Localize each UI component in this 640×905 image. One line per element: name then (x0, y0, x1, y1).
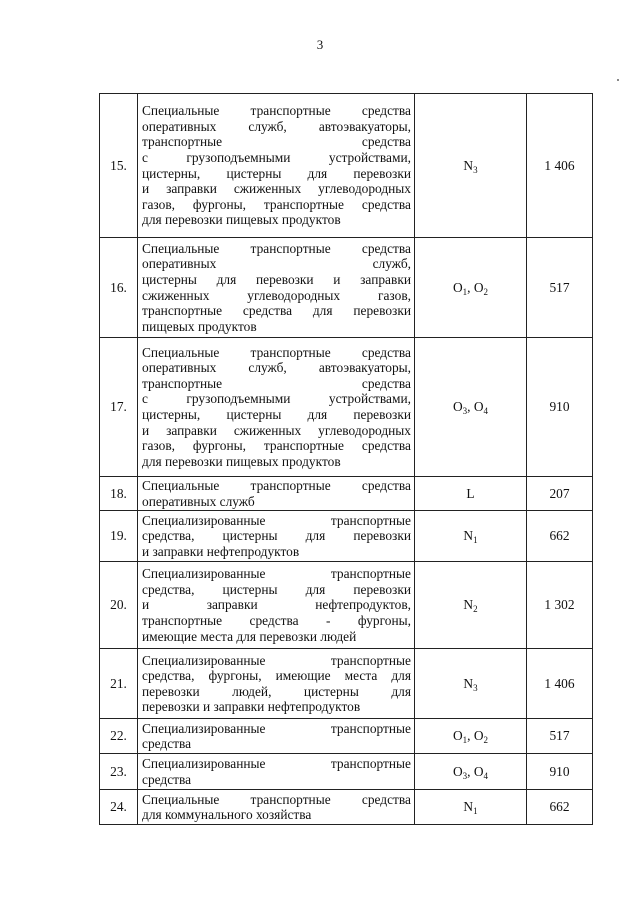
vehicle-description (138, 754, 415, 790)
description-line: Специализированные транспортные (142, 756, 411, 772)
description-line: транспортные средства (142, 134, 411, 150)
vehicle-category (415, 562, 527, 649)
description-line: цистерны для перевозки и заправки (142, 271, 411, 287)
category-letter: O (473, 279, 484, 295)
vehicle-description (138, 477, 415, 511)
category-subscript: 1 (462, 286, 468, 297)
table-row (100, 754, 593, 790)
description-line: транспортные средства для перевозки (142, 303, 411, 319)
row-number: 23. (100, 754, 138, 790)
description-line: перевозки людей, цистерны для (142, 683, 411, 699)
description-line: Специальные транспортные средства (142, 478, 411, 493)
description-line: Специальные транспортные средства (142, 344, 411, 360)
category-letter: N (463, 597, 474, 613)
description-line: газов, фургоны, транспортные средства (142, 438, 411, 454)
description-line: Специализированные транспортные (142, 720, 411, 736)
description-line: средства (142, 771, 192, 787)
category-subscript: 3 (462, 406, 468, 417)
table-body (100, 94, 593, 825)
category-subscript: 1 (473, 806, 478, 817)
value-cell: 517 (527, 238, 593, 338)
category-letter: O (452, 279, 463, 295)
description-line: средства, фургоны, имеющие места для (142, 668, 411, 684)
category-letter: N (463, 528, 474, 544)
category-subscript: 3 (473, 682, 478, 693)
category-subscript: 4 (483, 406, 489, 417)
row-number: 21. (100, 649, 138, 719)
description-line: средства, цистерны для перевозки (142, 528, 411, 544)
description-line: перевозки и заправки нефтепродуктов (142, 699, 361, 715)
description-line: транспортные средства - фургоны, (142, 612, 411, 628)
value-cell: 1 406 (527, 649, 593, 719)
category-letter: O (473, 763, 484, 779)
description-line: оперативных служб, (142, 256, 411, 272)
table-row (100, 477, 593, 511)
value-cell: 910 (527, 338, 593, 477)
row-number: 18. (100, 477, 138, 511)
category-letter: L (466, 485, 475, 501)
vehicle-description (138, 338, 415, 477)
row-number: 16. (100, 238, 138, 338)
vehicle-description (138, 94, 415, 238)
value-cell: 207 (527, 477, 593, 511)
description-line: и заправки нефтепродуктов, (142, 597, 411, 613)
vehicle-category (415, 790, 527, 825)
vehicle-category (415, 94, 527, 238)
row-number: 22. (100, 719, 138, 754)
vehicle-category: $O_1$, $O_2$ (415, 719, 527, 754)
description-line: Специальные транспортные средства (142, 240, 411, 256)
category-letter: O (452, 728, 463, 744)
vehicle-description (138, 719, 415, 754)
table-row (100, 790, 593, 825)
description-line: средства, цистерны для перевозки (142, 581, 411, 597)
category-letter: O (452, 399, 463, 415)
description-line: оперативных служб, автоэвакуаторы, (142, 360, 411, 376)
description-line: цистерны, цистерны для перевозки (142, 407, 411, 422)
vehicle-description (138, 790, 415, 825)
description-line: цистерны, цистерны для перевозки (142, 165, 411, 181)
vehicle-category: $O_3$, $O_4$ (415, 754, 527, 790)
table-row (100, 338, 593, 477)
category-subscript: 1 (462, 735, 468, 746)
row-number: 19. (100, 511, 138, 562)
description-line: газов, фургоны, транспортные средства (142, 196, 411, 212)
category-letter: O (452, 763, 463, 779)
description-line: средства (142, 736, 192, 752)
description-line: Специализированные транспортные (142, 512, 411, 528)
description-line: для перевозки пищевых продуктов (142, 212, 341, 228)
description-line: с грузоподъемными устройствами, (142, 149, 411, 165)
table-row (100, 238, 593, 338)
description-line: для коммунального хозяйства (142, 807, 312, 823)
value-cell: 1 302 (527, 562, 593, 649)
category-subscript: 2 (483, 286, 489, 297)
vehicle-category: $O_1$, $O_2$ (415, 238, 527, 338)
vehicle-category: $O_3$, $O_4$ (415, 338, 527, 477)
description-line: для перевозки пищевых продуктов (142, 453, 341, 469)
table-row (100, 511, 593, 562)
vehicle-category (415, 511, 527, 562)
value-cell: 517 (527, 719, 593, 754)
vehicle-description (138, 649, 415, 719)
row-number: 17. (100, 338, 138, 477)
category-subscript: 4 (483, 770, 489, 781)
category-letter: O (473, 399, 484, 415)
description-line: и заправки сжиженных углеводородных (142, 422, 411, 438)
row-number: 15. (100, 94, 138, 238)
table-row (100, 562, 593, 649)
category-subscript: 2 (483, 735, 489, 746)
value-cell: 662 (527, 511, 593, 562)
description-line: оперативных служб, автоэвакуаторы, (142, 118, 411, 134)
description-line: с грузоподъемными устройствами, (142, 391, 411, 407)
description-line: пищевых продуктов (142, 318, 257, 334)
value-cell: 910 (527, 754, 593, 790)
vehicle-description (138, 562, 415, 649)
description-line: Специальные транспортные средства (142, 791, 411, 807)
table-row (100, 94, 593, 238)
description-line: Специальные транспортные средства (142, 103, 411, 119)
margin-mark (617, 79, 619, 81)
description-line: Специализированные транспортные (142, 566, 411, 582)
description-line: Специализированные транспортные (142, 652, 411, 668)
value-cell: 662 (527, 790, 593, 825)
table-row (100, 649, 593, 719)
vehicle-category-table (99, 93, 593, 825)
page-number: 3 (316, 37, 324, 52)
category-letter: N (463, 157, 474, 173)
row-number: 24. (100, 790, 138, 825)
category-letter: O (473, 728, 484, 744)
vehicle-description (138, 238, 415, 338)
table-row (100, 719, 593, 754)
category-subscript: 2 (473, 604, 478, 615)
description-line: транспортные средства (142, 375, 411, 391)
category-letter: N (463, 675, 474, 691)
category-subscript: 3 (462, 770, 468, 781)
value-cell: 1 406 (527, 94, 593, 238)
category-letter: N (463, 799, 474, 815)
description-line: сжиженных углеводородных газов, (142, 287, 411, 303)
vehicle-description (138, 511, 415, 562)
vehicle-category (415, 477, 527, 511)
description-line: имеющие места для перевозки людей (142, 628, 357, 644)
description-line: и заправки нефтепродуктов (142, 543, 300, 559)
vehicle-category (415, 649, 527, 719)
description-line: оперативных служб (142, 493, 255, 509)
description-line: и заправки сжиженных углеводородных (142, 181, 411, 197)
category-subscript: 3 (473, 164, 478, 175)
row-number: 20. (100, 562, 138, 649)
category-subscript: 1 (473, 535, 478, 546)
